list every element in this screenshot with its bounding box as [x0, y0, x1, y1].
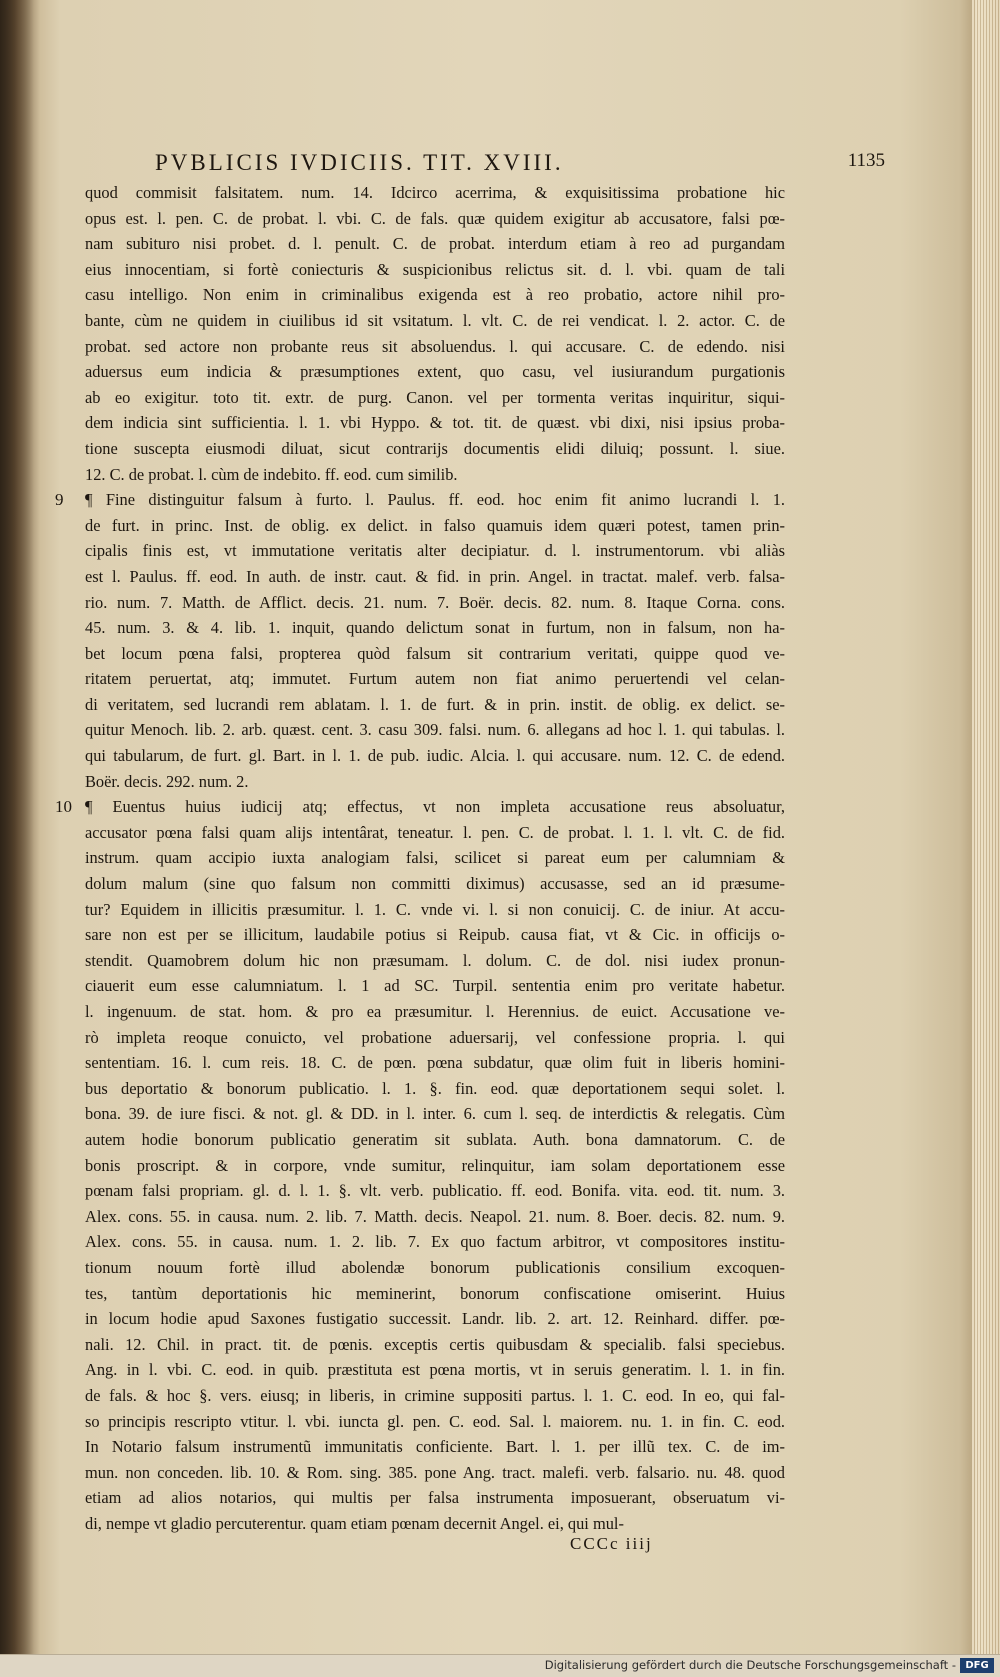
text-line: accusator pœna falsi quam alijs intentârat, teneatur. l. pen. C. de probat. l. 1. l. vlt. C. de fid.	[85, 822, 785, 842]
text-line: dolum malum (sine quo falsum non committi diximus) accusasse, sed an id præsume-	[85, 874, 785, 894]
text-line: quitur Menoch. lib. 2. arb. quæst. cent. 3. casu 309. falsi. num. 6. allegans ad hoc l. 1. qui tabulas. l.	[85, 720, 785, 740]
text-line: cipalis finis est, vt immutatione veritatis alter decipiatur. d. l. instrumentorum. vbi aliàs	[85, 541, 785, 561]
text-line: bonis proscript. & in corpore, vnde sumitur, relinquitur, iam solam deportationem esse	[85, 1155, 785, 1175]
paragraph-number: 9	[55, 490, 64, 510]
text-line: bus deportatio & bonorum publicatio. l. 1. §. fin. eod. quæ deportationem sequi solet. l.	[85, 1078, 785, 1098]
text-line: autem hodie bonorum publicatio generatim sit sublata. Auth. bona damnatorum. C. de	[85, 1129, 785, 1149]
text-line: l. ingenuum. de stat. hom. & pro ea præsumitur. l. Herennius. de euict. Accusatione ve-	[85, 1002, 785, 1021]
text-line: eius innocentiam, si fortè coniecturis & suspicionibus relictus sit. d. l. vbi. quam de tali	[85, 259, 785, 279]
text-line: tes, tantùm deportationis hic meminerint, bonorum confiscatione omiserint. Huius	[85, 1283, 785, 1303]
text-line: ¶ Euentus huius iudicij atq; effectus, vt non impleta accusatione reus absoluatur,	[85, 797, 785, 817]
text-line: Alex. cons. 55. in causa. num. 2. lib. 7. Matth. decis. Neapol. 21. num. 8. Boer. decis. 82. num. 9.	[85, 1206, 785, 1226]
text-line: probat. sed actore non probante reus sit absoluendus. l. qui accusare. C. de edendo. nisi	[85, 336, 785, 356]
footer-credit: Digitalisierung gefördert durch die Deutsche Forschungsgemeinschaft -	[544, 1658, 956, 1672]
text-line: bet locum pœna falsi, propterea quòd falsum sit contrarium veritati, quippe quod ve-	[85, 643, 785, 663]
text-line: mun. non conceden. lib. 10. & Rom. sing. 385. pone Ang. tract. malefi. verb. falsario. nu. 48. quod	[85, 1462, 785, 1482]
folio-number: 1135	[847, 150, 885, 171]
text-line: pœnam falsi propriam. gl. d. l. 1. §. vlt. verb. publicatio. ff. eod. Bonifa. vita. eod. tit. num. 3.	[85, 1181, 785, 1201]
text-line: tione suscepta eiusmodi diluat, sicut contrarijs documentis elidi diluiq; possunt. l. siue.	[85, 438, 785, 458]
text-line: etiam ad alios notarios, qui multis per falsa instrumenta imposuerant, obseruatum vi-	[85, 1488, 785, 1508]
text-line: ciauerit eum esse calumniatum. l. 1 ad SC. Turpil. sententia enim pro veritate habetur.	[85, 976, 785, 996]
paragraph-number: 10	[55, 797, 72, 817]
text-line: sare non est per se illicitum, laudabile potius si Reipub. causa fiat, vt & Cic. in officijs o-	[85, 925, 785, 945]
page-edges	[972, 0, 1000, 1677]
body-text	[55, 180, 785, 1536]
text-line: bona. 39. de iure fisci. & not. gl. & DD. in l. inter. 6. cum l. seq. de interdictis & relegatis. Cùm	[85, 1104, 785, 1124]
text-line: Boër. decis. 292. num. 2.	[85, 771, 249, 791]
signature-mark: CCCc iiij	[570, 1534, 653, 1553]
text-line: ritatem peruertat, atq; immutet. Furtum autem non fiat animo peruertendi vel celan-	[85, 669, 785, 689]
text-line: tur? Equidem in illicitis præsumitur. l. 1. C. vnde vi. l. si non conuicij. C. de iniur. At accu-	[85, 899, 785, 919]
text-line: so principis rescripto vtitur. l. vbi. iuncta gl. pen. C. eod. Sal. l. maiorem. nu. 1. in fin. C. eod.	[85, 1411, 785, 1431]
text-line: In Notario falsum instrumentũ immunitatis conficiente. Bart. l. 1. per illũ tex. C. de im-	[85, 1437, 785, 1457]
text-line: rò impleta reoque conuicto, vel probatione aduersarij, vel confessione propria. l. qui	[85, 1027, 785, 1047]
text-line: di veritatem, sed lucrandi rem ablatam. l. 1. de furt. & in prin. instit. de oblig. ex delict. se-	[85, 694, 785, 714]
text-line: quod commisit falsitatem. num. 14. Idcirco acerrima, & exquisitissima probatione hic	[85, 183, 785, 202]
digitization-footer	[0, 1654, 1000, 1677]
text-line: stendit. Quamobrem dolum hic non præsumam. l. dolum. C. de dol. nisi iudex pronun-	[85, 950, 785, 970]
text-line: qui tabularum, de furt. gl. Bart. in l. 1. de pub. iudic. Alcia. l. qui accusare. num. 12. C. de edend.	[85, 746, 785, 766]
text-line: sententiam. 16. l. cum reis. 18. C. de pœn. pœna subdatur, quæ olim fuit in liberis homini-	[85, 1053, 785, 1073]
running-head	[155, 150, 885, 180]
text-line: ¶ Fine distinguitur falsum à furto. l. Paulus. ff. eod. hoc enim fit animo lucrandi l. 1.	[85, 490, 785, 510]
text-line: 12. C. de probat. l. cùm de indebito. ff. eod. cum similib.	[85, 464, 458, 484]
text-line: di, nempe vt gladio percuterentur. quam etiam pœnam decernit Angel. ei, qui mul-	[85, 1513, 624, 1533]
text-line: 45. num. 3. & 4. lib. 1. inquit, quando delictum sonat in furtum, non in falsum, non ha-	[85, 618, 785, 638]
text-line: opus est. l. pen. C. de probat. l. vbi. C. de fals. quæ quidem exigitur ab accusatore, falsi pœ-	[85, 208, 785, 228]
text-line: instrum. quam accipio iuxta analogiam falsi, scilicet si pareat eum per calumniam &	[85, 848, 785, 868]
gutter-shadow	[0, 0, 40, 1677]
text-line: casu intelligo. Non enim in criminalibus exigenda est à reo probatio, actore nihil pro-	[85, 285, 785, 305]
text-line: est l. Paulus. ff. eod. In auth. de instr. caut. & fid. in prin. Angel. in tractat. malef. verb. falsa-	[85, 566, 785, 586]
text-line: ab eo exigitur. toto tit. extr. de purg. Canon. vel per tormenta veritas inquiritur, siqui-	[85, 387, 785, 407]
paragraph	[55, 487, 785, 794]
text-line: rio. num. 7. Matth. de Afflict. decis. 21. num. 7. Boër. decis. 82. num. 8. Itaque Corna. cons.	[85, 592, 785, 612]
text-line: bante, cùm ne quidem in ciuilibus id sit vsitatum. l. vlt. C. de rei vendicat. l. 2. actor. C. de	[85, 310, 785, 330]
text-line: Alex. cons. 55. in causa. num. 1. 2. lib. 7. Ex quo factum arbitror, vt compositores institu-	[85, 1232, 785, 1252]
text-line: dem indicia sint sufficientia. l. 1. vbi Hyppo. & tot. tit. de quæst. vbi dixi, nisi ipsius proba-	[85, 413, 785, 433]
paragraph	[55, 794, 785, 1536]
text-line: aduersus eum indicia & præsumptiones extent, quo casu, vel iusiurandum purgationis	[85, 362, 785, 382]
text-line: de furt. in princ. Inst. de oblig. ex delict. in falso quamuis idem quæri potest, tamen prin-	[85, 515, 785, 535]
running-head-title: PVBLICIS IVDICIIS. TIT. XVIII.	[155, 150, 564, 175]
text-line: tionum nouum fortè illud abolendæ bonorum publicationis consilium excoquen-	[85, 1257, 785, 1277]
text-line: Ang. in l. vbi. C. eod. in quib. præstituta est pœna mortis, vt in seruis generatim. l. 1. in fin.	[85, 1360, 785, 1380]
text-line: nali. 12. Chil. in pract. tit. de pœnis. exceptis certis quibusdam & specialib. falsi speciebus.	[85, 1334, 785, 1354]
text-line: in locum hodie apud Saxones fustigatio successit. Landr. lib. 2. art. 12. Reinhard. differ. pœ-	[85, 1309, 785, 1329]
text-line: nam subituro nisi probet. d. l. penult. C. de probat. interdum etiam à reo ad purgandam	[85, 234, 785, 254]
dfg-logo-icon: DFG	[960, 1658, 994, 1673]
text-line: de fals. & hoc §. vers. eiusq; in liberis, in crimine suppositi partus. l. 1. C. eod. In eo, qui fal-	[85, 1385, 785, 1405]
paragraph	[85, 180, 785, 487]
